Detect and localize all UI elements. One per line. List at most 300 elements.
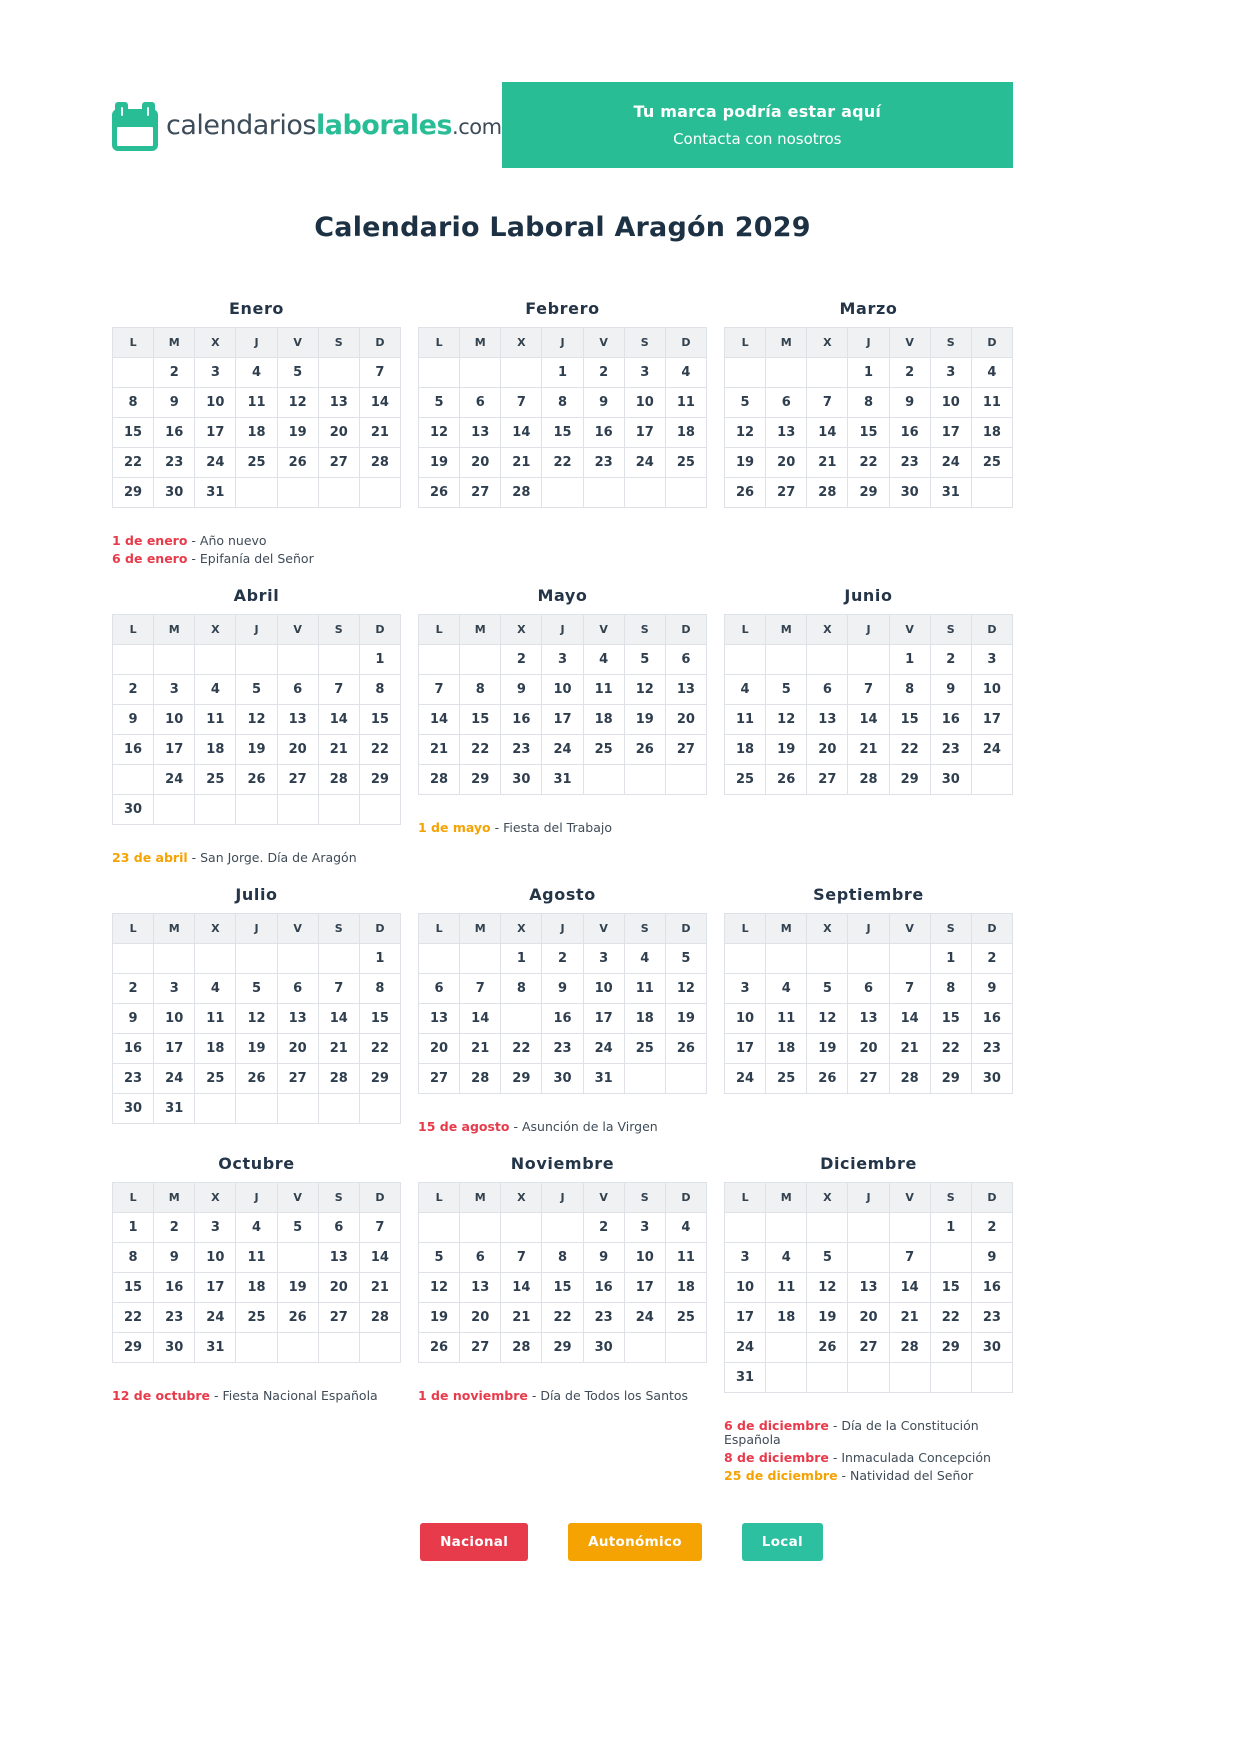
day-cell: 18 (665, 1273, 706, 1303)
day-cell: 20 (766, 448, 807, 478)
day-cell: 17 (725, 1034, 766, 1064)
month-title-diciembre: Diciembre (820, 1154, 917, 1173)
day-cell: 24 (154, 765, 195, 795)
weekday-header: V (277, 615, 318, 645)
day-cell: 16 (930, 705, 971, 735)
weekday-header: V (889, 615, 930, 645)
empty-cell (665, 1064, 706, 1094)
week-row (113, 795, 401, 825)
day-cell: 7 (419, 675, 460, 705)
day-cell: 4 (195, 675, 236, 705)
empty-cell (359, 1094, 400, 1124)
calendar-table-mayo (418, 614, 707, 795)
week-row (725, 1034, 1013, 1064)
week-row (419, 1213, 707, 1243)
month-junio (724, 586, 1013, 865)
empty-cell (848, 645, 889, 675)
day-cell: 11 (665, 388, 706, 418)
day-cell: 15 (113, 418, 154, 448)
weekday-header: L (113, 615, 154, 645)
empty-cell (624, 1333, 665, 1363)
day-cell: 19 (725, 448, 766, 478)
day-cell: 26 (419, 478, 460, 508)
day-cell: 14 (359, 388, 400, 418)
day-cell: 16 (971, 1273, 1012, 1303)
week-row (113, 388, 401, 418)
day-cell: 28 (501, 1333, 542, 1363)
day-cell: 2 (113, 974, 154, 1004)
day-cell: 4 (665, 1213, 706, 1243)
empty-cell (807, 358, 848, 388)
weekday-header: S (624, 328, 665, 358)
day-cell: 30 (542, 1064, 583, 1094)
weekday-header: M (766, 914, 807, 944)
day-cell: 3 (930, 358, 971, 388)
day-cell: 1 (113, 1213, 154, 1243)
day-cell: 27 (318, 448, 359, 478)
week-row (725, 1363, 1013, 1393)
day-cell: 2 (542, 944, 583, 974)
day-cell: 9 (583, 388, 624, 418)
day-cell: 2 (971, 1213, 1012, 1243)
calendar-table-octubre (112, 1182, 401, 1363)
day-cell: 21 (807, 448, 848, 478)
logo-text (166, 110, 502, 141)
day-cell: 30 (113, 795, 154, 825)
ad-banner-contact-link[interactable]: Contacta con nosotros (673, 130, 842, 148)
holiday-notes-noviembre (418, 1389, 707, 1403)
empty-cell (725, 944, 766, 974)
day-cell: 22 (889, 735, 930, 765)
weekday-header: J (848, 328, 889, 358)
day-cell: 16 (583, 1273, 624, 1303)
weekday-header: L (725, 1183, 766, 1213)
day-cell: 8 (113, 388, 154, 418)
day-cell: 20 (665, 705, 706, 735)
empty-cell (318, 478, 359, 508)
day-cell: 27 (277, 765, 318, 795)
day-cell: 11 (583, 675, 624, 705)
week-row (725, 388, 1013, 418)
day-cell: 16 (583, 418, 624, 448)
day-cell: 21 (501, 448, 542, 478)
day-cell: 1 (501, 944, 542, 974)
holiday-note-date: 8 de diciembre (724, 1450, 829, 1465)
day-cell: 21 (460, 1034, 501, 1064)
week-row (419, 944, 707, 974)
day-cell: 17 (971, 705, 1012, 735)
month-mayo (418, 586, 707, 865)
empty-cell (889, 944, 930, 974)
day-cell: 5 (419, 388, 460, 418)
week-row (725, 1303, 1013, 1333)
day-cell: 9 (113, 1004, 154, 1034)
week-row (113, 478, 401, 508)
day-cell: 23 (501, 735, 542, 765)
holiday-note-date: 12 de octubre (112, 1388, 210, 1403)
empty-cell (419, 645, 460, 675)
day-cell: 10 (154, 705, 195, 735)
empty-cell (848, 944, 889, 974)
day-cell: 14 (848, 705, 889, 735)
day-cell: 8 (542, 388, 583, 418)
day-cell: 8 (848, 388, 889, 418)
day-cell: 25 (971, 448, 1012, 478)
day-cell: 30 (971, 1333, 1012, 1363)
month-septiembre (724, 885, 1013, 1134)
day-cell: 5 (236, 675, 277, 705)
day-cell: 24 (725, 1333, 766, 1363)
holiday-cell-autonomic: 25 (766, 1333, 807, 1363)
day-cell: 24 (971, 735, 1012, 765)
day-cell: 14 (419, 705, 460, 735)
day-cell: 8 (889, 675, 930, 705)
empty-cell (971, 765, 1012, 795)
empty-cell (583, 765, 624, 795)
day-cell: 19 (807, 1034, 848, 1064)
day-cell: 29 (460, 765, 501, 795)
day-cell: 4 (725, 675, 766, 705)
day-cell: 15 (113, 1273, 154, 1303)
weekday-header: S (930, 914, 971, 944)
empty-cell (113, 645, 154, 675)
weekday-header-row (419, 328, 707, 358)
day-cell: 9 (583, 1243, 624, 1273)
weekday-header: D (359, 914, 400, 944)
day-cell: 10 (624, 388, 665, 418)
day-cell: 5 (725, 388, 766, 418)
day-cell: 16 (501, 705, 542, 735)
day-cell: 10 (154, 1004, 195, 1034)
week-row (725, 705, 1013, 735)
day-cell: 18 (665, 418, 706, 448)
day-cell: 14 (501, 418, 542, 448)
month-diciembre (724, 1154, 1013, 1483)
week-row (725, 448, 1013, 478)
holiday-cell-national: 1 (542, 1213, 583, 1243)
holiday-cell-national: 15 (501, 1004, 542, 1034)
day-cell: 24 (583, 1034, 624, 1064)
day-cell: 23 (154, 448, 195, 478)
empty-cell (277, 1333, 318, 1363)
day-cell: 13 (318, 1243, 359, 1273)
calendar-logo-icon (112, 109, 158, 151)
day-cell: 21 (359, 418, 400, 448)
weekday-header: V (277, 1183, 318, 1213)
day-cell: 10 (583, 974, 624, 1004)
day-cell: 13 (460, 1273, 501, 1303)
week-row (419, 478, 707, 508)
week-row (113, 1094, 401, 1124)
day-cell: 12 (766, 705, 807, 735)
day-cell: 6 (277, 675, 318, 705)
weekday-header-row (725, 615, 1013, 645)
day-cell: 17 (725, 1303, 766, 1333)
empty-cell (460, 944, 501, 974)
day-cell: 25 (766, 1064, 807, 1094)
day-cell: 27 (419, 1064, 460, 1094)
day-cell: 24 (624, 1303, 665, 1333)
day-cell: 13 (419, 1004, 460, 1034)
day-cell: 30 (501, 765, 542, 795)
calendar-table-junio (724, 614, 1013, 795)
day-cell: 9 (971, 974, 1012, 1004)
weekday-header: J (236, 615, 277, 645)
day-cell: 14 (889, 1273, 930, 1303)
day-cell: 15 (359, 705, 400, 735)
day-cell: 29 (501, 1064, 542, 1094)
holiday-notes-mayo (418, 821, 707, 835)
week-row (419, 1064, 707, 1094)
months-grid (112, 299, 1013, 1483)
site-logo[interactable] (112, 82, 502, 168)
day-cell: 8 (542, 1243, 583, 1273)
ad-banner-headline: Tu marca podría estar aquí (633, 102, 882, 121)
month-title-agosto: Agosto (529, 885, 596, 904)
legend (230, 1523, 1013, 1759)
day-cell: 26 (766, 765, 807, 795)
weekday-header: V (889, 914, 930, 944)
empty-cell (889, 1213, 930, 1243)
weekday-header-row (725, 1183, 1013, 1213)
empty-cell (766, 944, 807, 974)
month-title-julio: Julio (235, 885, 278, 904)
day-cell: 8 (930, 974, 971, 1004)
week-row (725, 418, 1013, 448)
month-title-septiembre: Septiembre (813, 885, 924, 904)
empty-cell (725, 645, 766, 675)
day-cell: 6 (807, 675, 848, 705)
day-cell: 21 (318, 1034, 359, 1064)
day-cell: 19 (624, 705, 665, 735)
day-cell: 14 (460, 1004, 501, 1034)
day-cell: 17 (624, 1273, 665, 1303)
week-row (725, 1004, 1013, 1034)
day-cell: 5 (624, 645, 665, 675)
day-cell: 11 (236, 1243, 277, 1273)
weekday-header: J (236, 1183, 277, 1213)
weekday-header: D (971, 328, 1012, 358)
day-cell: 12 (807, 1273, 848, 1303)
empty-cell (236, 944, 277, 974)
day-cell: 11 (766, 1273, 807, 1303)
empty-cell (766, 1213, 807, 1243)
weekday-header: V (277, 328, 318, 358)
day-cell: 21 (889, 1303, 930, 1333)
day-cell: 12 (419, 418, 460, 448)
weekday-header: M (766, 615, 807, 645)
day-cell: 27 (318, 1303, 359, 1333)
empty-cell (419, 944, 460, 974)
week-row (419, 1273, 707, 1303)
day-cell: 13 (460, 418, 501, 448)
day-cell: 14 (359, 1243, 400, 1273)
week-row (419, 418, 707, 448)
weekday-header: X (195, 914, 236, 944)
day-cell: 6 (665, 645, 706, 675)
weekday-header: J (542, 914, 583, 944)
day-cell: 1 (359, 645, 400, 675)
day-cell: 25 (725, 765, 766, 795)
weekday-header: V (583, 615, 624, 645)
day-cell: 3 (725, 974, 766, 1004)
day-cell: 22 (848, 448, 889, 478)
week-row (725, 974, 1013, 1004)
day-cell: 12 (277, 388, 318, 418)
day-cell: 20 (277, 1034, 318, 1064)
weekday-header: D (359, 1183, 400, 1213)
day-cell: 23 (583, 1303, 624, 1333)
empty-cell (725, 358, 766, 388)
day-cell: 26 (277, 448, 318, 478)
weekday-header: X (807, 615, 848, 645)
month-marzo (724, 299, 1013, 566)
week-row (113, 1004, 401, 1034)
day-cell: 31 (725, 1363, 766, 1393)
day-cell: 20 (318, 418, 359, 448)
empty-cell (460, 1213, 501, 1243)
day-cell: 28 (807, 478, 848, 508)
day-cell: 22 (359, 735, 400, 765)
day-cell: 28 (318, 1064, 359, 1094)
weekday-header-row (113, 914, 401, 944)
day-cell: 27 (807, 765, 848, 795)
day-cell: 12 (665, 974, 706, 1004)
week-row (419, 1333, 707, 1363)
day-cell: 11 (665, 1243, 706, 1273)
day-cell: 27 (665, 735, 706, 765)
day-cell: 20 (460, 448, 501, 478)
calendar-table-julio (112, 913, 401, 1124)
day-cell: 19 (665, 1004, 706, 1034)
day-cell: 3 (624, 358, 665, 388)
empty-cell (113, 944, 154, 974)
day-cell: 29 (848, 478, 889, 508)
day-cell: 16 (113, 735, 154, 765)
calendar-table-diciembre (724, 1182, 1013, 1393)
holiday-note-date: 6 de diciembre (724, 1418, 829, 1433)
holiday-notes-agosto (418, 1120, 707, 1134)
holiday-note: 25 de diciembre - Natividad del Señor (724, 1468, 974, 1483)
day-cell: 15 (889, 705, 930, 735)
day-cell: 17 (930, 418, 971, 448)
month-noviembre (418, 1154, 707, 1483)
weekday-header-row (419, 914, 707, 944)
weekday-header: L (419, 328, 460, 358)
month-febrero (418, 299, 707, 566)
day-cell: 15 (930, 1273, 971, 1303)
day-cell: 5 (236, 974, 277, 1004)
empty-cell (725, 1213, 766, 1243)
weekday-header: X (501, 914, 542, 944)
day-cell: 22 (460, 735, 501, 765)
day-cell: 2 (583, 358, 624, 388)
day-cell: 10 (725, 1273, 766, 1303)
week-row (725, 1273, 1013, 1303)
calendar-table-noviembre (418, 1182, 707, 1363)
day-cell: 7 (848, 675, 889, 705)
day-cell: 26 (807, 1333, 848, 1363)
weekday-header: X (501, 615, 542, 645)
empty-cell (277, 795, 318, 825)
day-cell: 5 (277, 1213, 318, 1243)
ad-banner[interactable] (502, 82, 1013, 168)
day-cell: 30 (889, 478, 930, 508)
day-cell: 2 (154, 358, 195, 388)
day-cell: 19 (236, 1034, 277, 1064)
legend-autonomic-button[interactable]: Autonómico (568, 1523, 702, 1561)
weekday-header: D (971, 1183, 1012, 1213)
day-cell: 18 (236, 1273, 277, 1303)
weekday-header: M (460, 914, 501, 944)
day-cell: 1 (848, 358, 889, 388)
day-cell: 2 (583, 1213, 624, 1243)
holiday-cell-national: 12 (277, 1243, 318, 1273)
day-cell: 23 (971, 1303, 1012, 1333)
legend-national-button[interactable]: Nacional (420, 1523, 528, 1561)
holiday-cell-autonomic: 1 (460, 645, 501, 675)
day-cell: 14 (501, 1273, 542, 1303)
month-title-noviembre: Noviembre (510, 1154, 615, 1173)
calendar-table-marzo (724, 327, 1013, 508)
weekday-header-row (419, 1183, 707, 1213)
day-cell: 7 (359, 358, 400, 388)
weekday-header: M (154, 1183, 195, 1213)
weekday-header: J (542, 1183, 583, 1213)
day-cell: 2 (113, 675, 154, 705)
week-row (419, 358, 707, 388)
weekday-header: L (725, 615, 766, 645)
day-cell: 3 (725, 1243, 766, 1273)
day-cell: 25 (665, 1303, 706, 1333)
day-cell: 11 (624, 974, 665, 1004)
weekday-header: S (930, 1183, 971, 1213)
holiday-note-date: 15 de agosto (418, 1119, 510, 1134)
day-cell: 4 (195, 974, 236, 1004)
day-cell: 16 (154, 1273, 195, 1303)
empty-cell (848, 1213, 889, 1243)
day-cell: 17 (195, 418, 236, 448)
day-cell: 17 (154, 735, 195, 765)
day-cell: 25 (236, 448, 277, 478)
holiday-note-label: Día de Todos los Santos (540, 1388, 689, 1403)
day-cell: 9 (971, 1243, 1012, 1273)
day-cell: 4 (583, 645, 624, 675)
day-cell: 2 (971, 944, 1012, 974)
day-cell: 22 (113, 1303, 154, 1333)
day-cell: 15 (460, 705, 501, 735)
holiday-note-date: 6 de enero (112, 551, 188, 566)
empty-cell (195, 1094, 236, 1124)
empty-cell (665, 1333, 706, 1363)
weekday-header: S (930, 328, 971, 358)
empty-cell (154, 795, 195, 825)
day-cell: 9 (889, 388, 930, 418)
day-cell: 16 (113, 1034, 154, 1064)
empty-cell (971, 1363, 1012, 1393)
day-cell: 7 (889, 1243, 930, 1273)
holiday-note: 1 de mayo - Fiesta del Trabajo (418, 820, 612, 835)
holiday-note-label: Asunción de la Virgen (521, 1119, 658, 1134)
empty-cell (318, 1333, 359, 1363)
empty-cell (318, 795, 359, 825)
legend-local-button[interactable]: Local (742, 1523, 823, 1561)
day-cell: 1 (930, 944, 971, 974)
holiday-note-date: 1 de noviembre (418, 1388, 528, 1403)
day-cell: 31 (583, 1064, 624, 1094)
empty-cell (624, 478, 665, 508)
day-cell: 24 (154, 1064, 195, 1094)
